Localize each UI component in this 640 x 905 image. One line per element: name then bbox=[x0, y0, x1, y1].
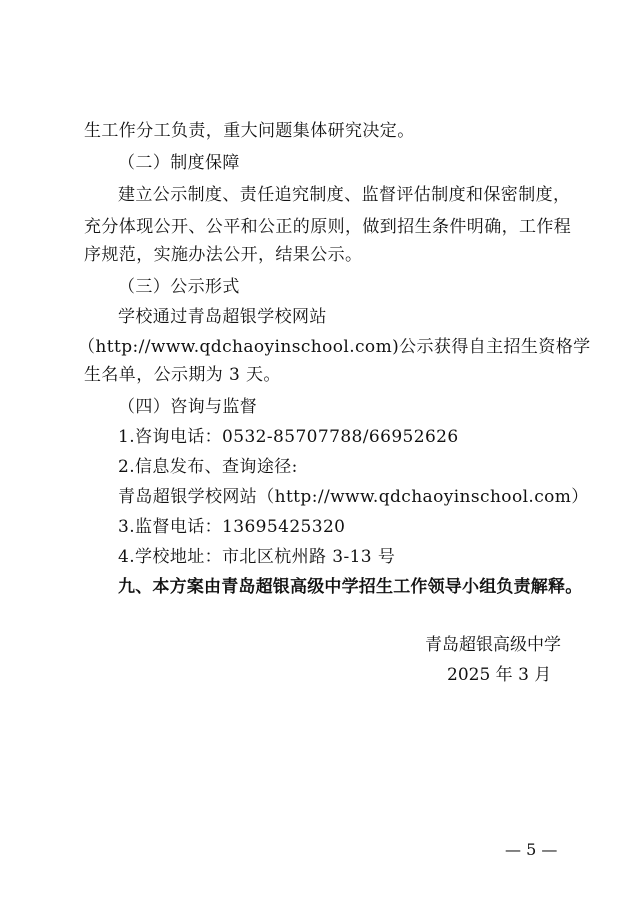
paragraph-line: （http://www.qdchaoyinschool.com)公示获得自主招生资格学 bbox=[78, 337, 591, 357]
list-item: 3.监督电话：13695425320 bbox=[118, 517, 346, 537]
paragraph-line: 充分体现公开、公平和公正的原则，做到招生条件明确，工作程 bbox=[84, 217, 572, 237]
closing-statement: 九、本方案由青岛超银高级中学招生工作领导小组负责解释。 bbox=[118, 577, 583, 597]
paragraph-line: 生工作分工负责，重大问题集体研究决定。 bbox=[84, 121, 415, 141]
paragraph-line: 学校通过青岛超银学校网站 bbox=[118, 307, 327, 327]
list-item: 4.学校地址：市北区杭州路 3-13 号 bbox=[118, 547, 396, 567]
paragraph-line: 生名单，公示期为 3 天。 bbox=[84, 365, 281, 385]
signature-org: 青岛超银高级中学 bbox=[425, 635, 561, 655]
paragraph-line: 序规范，实施办法公开，结果公示。 bbox=[84, 245, 363, 265]
signature-date: 2025 年 3 月 bbox=[447, 665, 552, 685]
section-heading: （四）咨询与监督 bbox=[118, 397, 258, 417]
list-item: 1.咨询电话：0532-85707788/66952626 bbox=[118, 427, 459, 447]
list-item: 青岛超银学校网站（http://www.qdchaoyinschool.com） bbox=[118, 487, 589, 507]
section-heading: （二）制度保障 bbox=[118, 153, 240, 173]
page-number: — 5 — bbox=[505, 840, 558, 859]
list-item: 2.信息发布、查询途径: bbox=[118, 457, 298, 477]
section-heading: （三）公示形式 bbox=[118, 277, 240, 297]
paragraph-line: 建立公示制度、责任追究制度、监督评估制度和保密制度， bbox=[118, 185, 571, 205]
